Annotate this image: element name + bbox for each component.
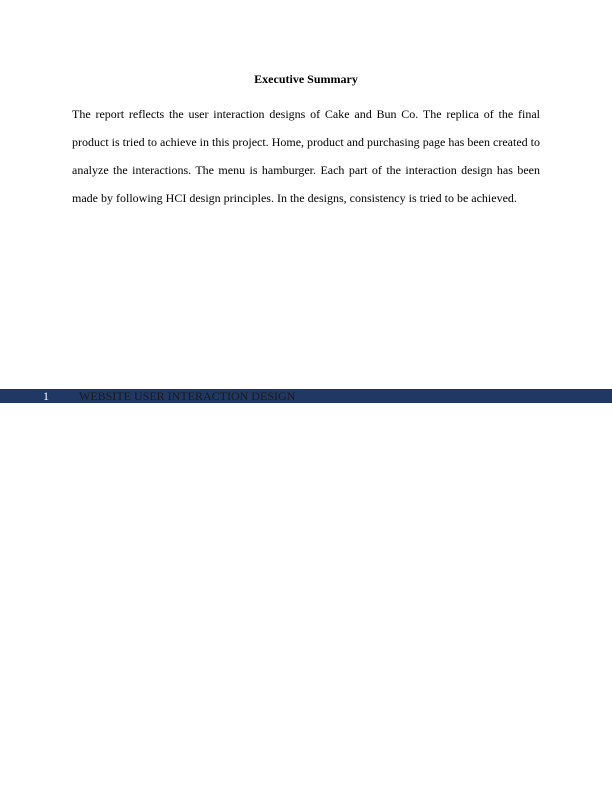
page-number: 1: [43, 389, 49, 403]
page-title: Executive Summary: [254, 72, 358, 86]
footer-bar: [0, 389, 612, 403]
summary-paragraph: The report reflects the user interaction designs of Cake and Bun Co. The replica of the final product is tried to achieve in this project. Home, product and purchasing page has been created to analyze the interactions. The menu is hamburger. Each part of the interaction design has been made by following HCI design principles. In the designs, consistency is tried to be achieved.: [72, 107, 540, 205]
running-head: WEBSITE USER INTERACTION DESIGN: [79, 389, 296, 403]
